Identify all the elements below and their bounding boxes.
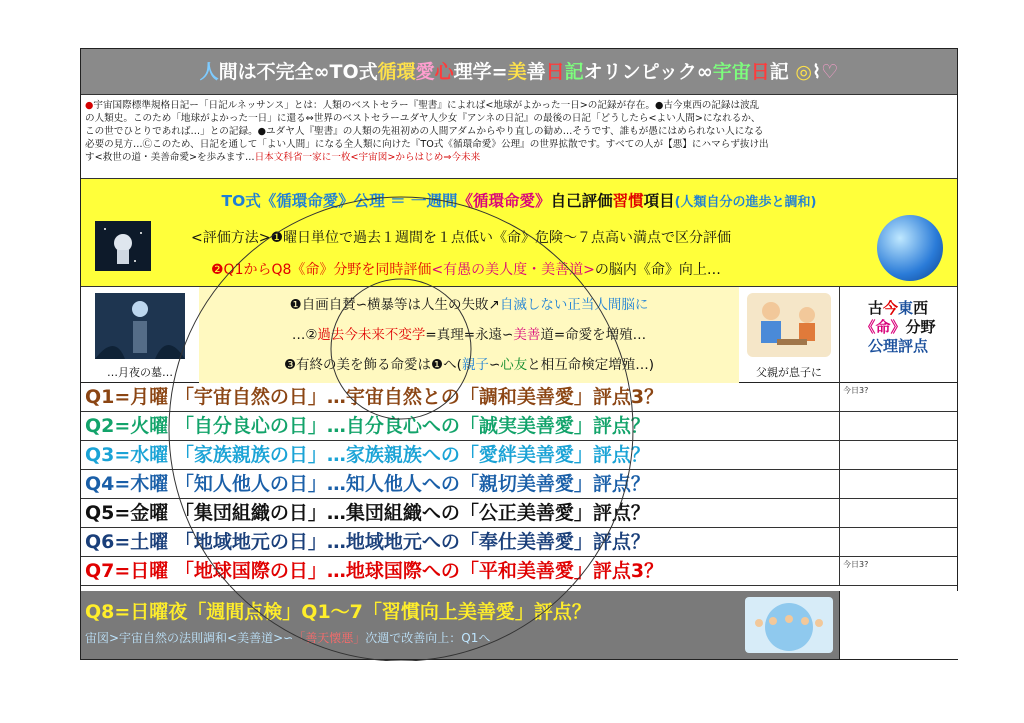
- question-row-q7: [81, 557, 957, 586]
- weekly-review-panel: [81, 591, 839, 659]
- title-part: 美: [507, 61, 527, 83]
- intro-text: [81, 95, 957, 179]
- astronaut-image: [95, 221, 151, 271]
- title-part: 愛: [415, 61, 435, 83]
- father-son-caption: 父親が息子に: [756, 366, 822, 379]
- dot-icon: ●: [85, 100, 94, 111]
- page-title: [81, 49, 957, 95]
- score-cell[interactable]: [839, 499, 957, 528]
- question-row-q1: [81, 383, 957, 412]
- question-row-q6: [81, 528, 957, 557]
- principle-line-1: ❶自画自賛∽横暴等は人生の失敗↗自滅しない正当人間脳に: [289, 297, 649, 313]
- intro-line: ●宇宙国際標準規格日記ー「日記ルネッサンス」とは：人類のベストセラー『聖書』によれば<地球がよかった一日>の記録が存在。●古今東西の記録は波乱: [85, 100, 760, 111]
- score-cell[interactable]: [839, 470, 957, 499]
- globe-image: [877, 215, 943, 281]
- question-row-q8: [81, 591, 957, 659]
- score-cell[interactable]: [839, 441, 957, 470]
- q8-score-cell[interactable]: [839, 591, 958, 659]
- title-part: オリンピック∞: [583, 61, 713, 83]
- moon-grave-panel: [81, 287, 200, 383]
- axiom-title: TO式《循環命愛》公理 ＝ 一週間《循環命愛》自己評価習慣項目(人類自分の進歩と調和): [221, 192, 817, 210]
- question-text: Q1=月曜 「宇宙自然の日」…宇宙自然との「調和美善愛」評点3？: [85, 386, 664, 408]
- question-text: Q7=日曜 「地球国際の日」…地球国際への「平和美善愛」評点3？: [85, 560, 664, 582]
- paperclip-icon: ⌇: [812, 61, 822, 83]
- question-row-q3: [81, 441, 957, 470]
- intro-line: す<救世の道・美善命愛>を歩みます…日本文科省一家に一枚<宇宙図>からはじめ⇒今未来: [85, 152, 481, 163]
- title-part: 間は不完全∞TO式: [218, 61, 378, 83]
- evaluation-method-header: [81, 179, 957, 287]
- weekly-review-note: 宙図>宇宙自然の法則調和<美善道>∽「善天懐悪」次週で改善向上：Q1へ: [85, 631, 491, 645]
- title-part: 循環: [377, 61, 416, 83]
- question-text: Q6=土曜 「地域地元の日」…地域地元への「奉仕美善愛」評点？: [85, 531, 650, 553]
- weekly-review-title: Q8=日曜夜「週間点検」Q1～7「習慣向上美善愛」評点？: [85, 601, 591, 623]
- score-cell[interactable]: 今日3?: [839, 383, 957, 412]
- title-part: 心: [434, 61, 454, 83]
- evaluation-method: <評価方法>❶曜日単位で過去１週間を１点低い《命》危険～７点高い満点で区分評価: [191, 230, 732, 246]
- score-cell[interactable]: 今日3?: [839, 557, 957, 586]
- principle-row: [81, 287, 957, 383]
- score-cell[interactable]: [839, 528, 957, 557]
- father-son-panel: [739, 287, 840, 383]
- moon-grave-image: [95, 293, 185, 359]
- question-row-q5: [81, 499, 957, 528]
- title-part: 人: [199, 61, 219, 83]
- intro-line: この世でひとりであれば…」との記録。●ユダヤ人『聖書』の人類の先祖初めの人間アダムからやり直しの勧め…そうです、誰もが愚にはめられない人になる: [85, 126, 764, 137]
- principle-line-3: ❸有終の美を飾る命愛は❶へ(親子∽心友と相互命検定増殖…): [283, 357, 655, 373]
- question-text: Q3=水曜 「家族親族の日」…家族親族への「愛絆美善愛」評点？: [85, 444, 650, 466]
- score-cell[interactable]: [839, 412, 957, 441]
- title-part: 善: [526, 61, 546, 83]
- intro-line: 必要の見方…Ⓒこのため、日記を通して「よい人間」になる全人類に向けた『TO式《循環命愛》公理』の世界拡散です。すべての人が【悪】にハマらず抜け出: [85, 139, 769, 150]
- title-part: 記: [769, 61, 789, 83]
- question-text: Q4=木曜 「知人他人の日」…知人他人への「親切美善愛」評点？: [85, 473, 650, 495]
- question-row-q2: [81, 412, 957, 441]
- score-column-header: 古今東西 《命》分野 公理評点: [860, 299, 936, 355]
- title-part: 宇宙: [712, 61, 751, 83]
- question-text: Q2=火曜 「自分良心の日」…自分良心への「誠実美善愛」評点？: [85, 415, 650, 437]
- rings-icon: ◎: [795, 61, 812, 83]
- heart-icon: ♡: [821, 61, 839, 83]
- evaluation-sheet: [80, 48, 958, 660]
- children-globe-image: [745, 597, 833, 653]
- intro-line: の人類史。このため「地球がよかった一日」に還る⇔世界のベストセラーユダヤ人少女『アンネの日記』の最後の日記「どうしたら<よい人間>になれるか、: [85, 113, 761, 124]
- title-part: 日: [545, 61, 565, 83]
- title-part: 理学=: [453, 61, 508, 83]
- principle-line-2: …②過去今未来不変学=真理=永遠∽美善道=命愛を増殖…: [291, 327, 647, 343]
- question-text: Q5=金曜 「集団組織の日」…集団組織への「公正美善愛」評点？: [85, 502, 650, 524]
- principle-text: [199, 287, 739, 383]
- title-part: 記: [564, 61, 584, 83]
- moon-grave-caption: …月夜の墓…: [107, 366, 173, 379]
- father-son-image: [747, 293, 831, 357]
- question-row-q4: [81, 470, 957, 499]
- title-part: 日: [750, 61, 770, 83]
- evaluation-scope: ❷Q1からQ8《命》分野を同時評価<有愚の美人度・美善道>の脳内《命》向上…: [211, 262, 721, 278]
